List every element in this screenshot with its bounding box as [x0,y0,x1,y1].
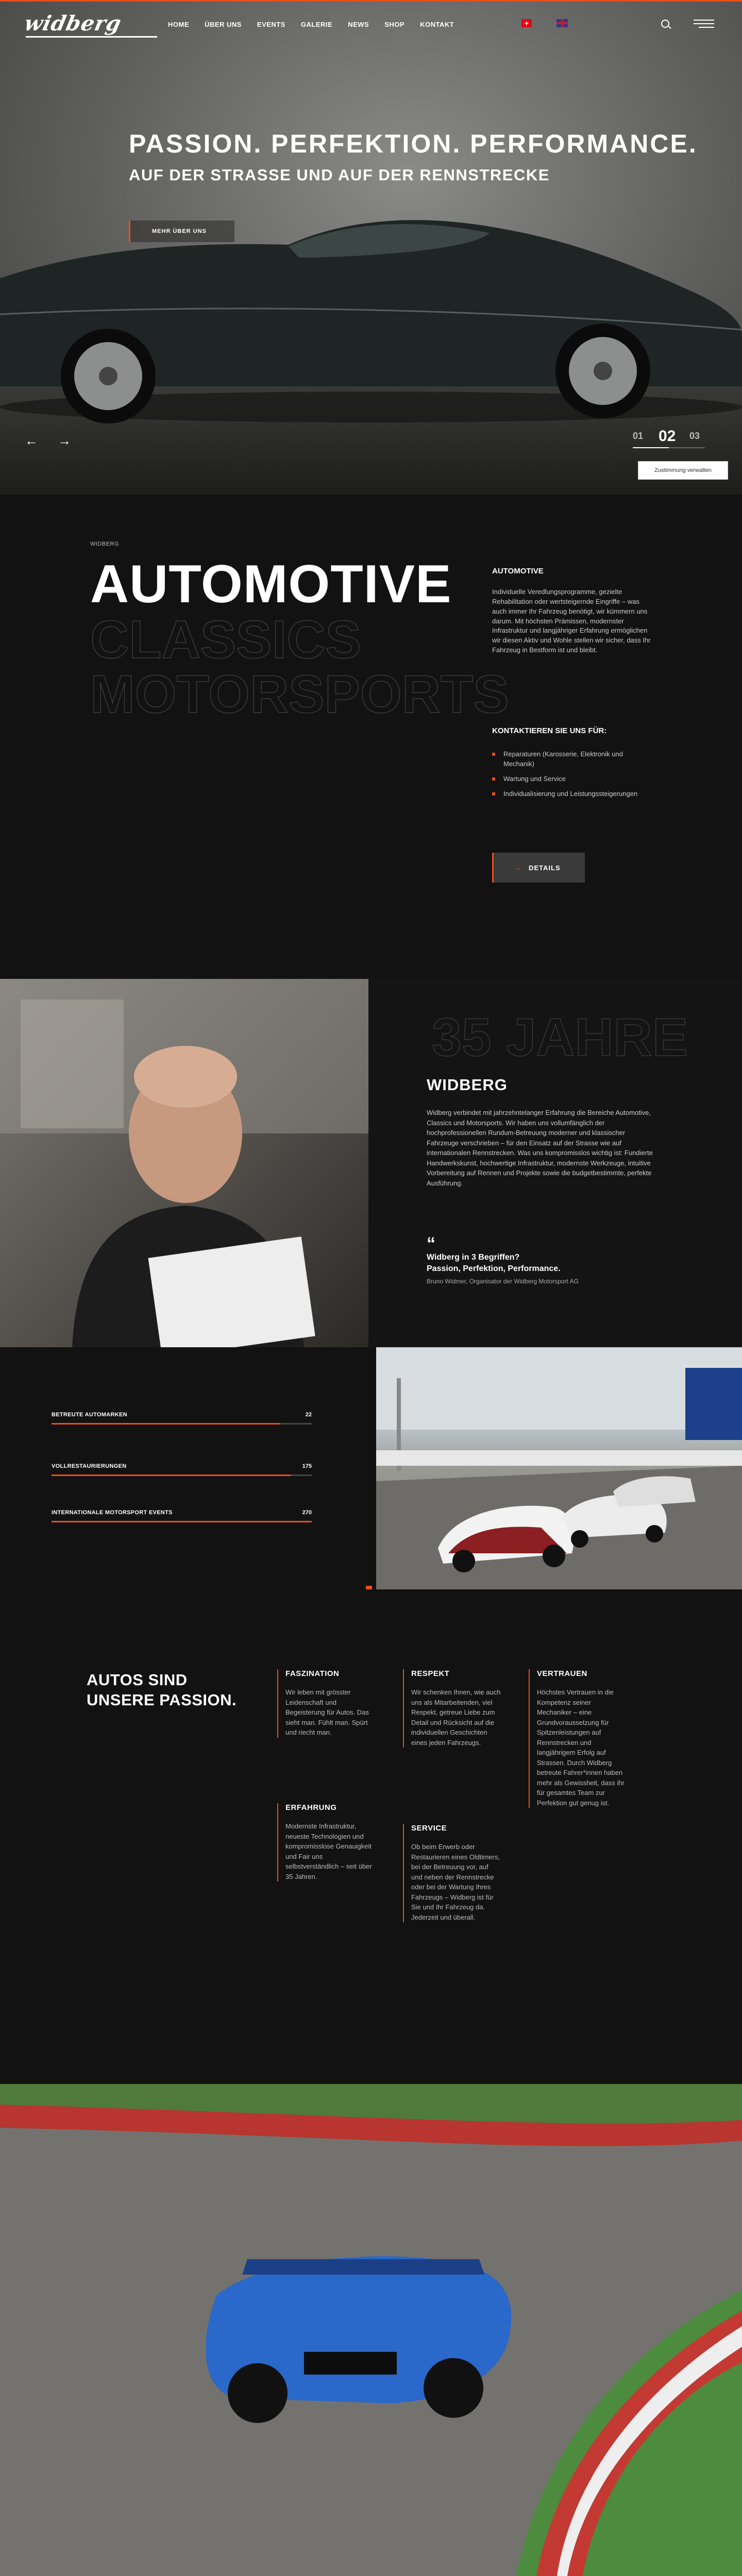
hero-subtitle: AUF DER STRASSE UND AUF DER RENNSTRECKE [129,166,550,184]
top-accent-line [0,0,742,2]
nav-news[interactable]: NEWS [348,21,369,28]
automotive-heading: AUTOMOTIVE [492,567,544,575]
years-outline-headline: 35 JAHRE [432,1008,688,1067]
details-label: DETAILS [529,863,561,872]
stat-fill [52,1423,280,1425]
nav-shop[interactable]: SHOP [384,21,405,28]
stat-row [52,1412,312,1432]
slide-number-prev[interactable]: 01 [633,431,644,441]
uk-flag-icon[interactable] [556,19,568,27]
stat-label: BETREUTE AUTOMARKEN [52,1412,127,1418]
value-text: Ob beim Erwerb oder Restaurieren eines Oldtimers, bei der Betreuung vor, auf und neben der Rennstrecke oder bei der Wartung Ihres Fahrzeugs – Widberg ist für Sie und Ihr Fahrzeug da. Jederzeit und überall. [411,1843,500,1921]
stat-row [52,1463,312,1484]
arrow-right-icon: → [141,228,147,234]
value-title: RESPEKT [411,1669,450,1678]
quote-icon: “ [427,1234,435,1253]
stat-track [52,1423,312,1425]
value-title: ERFAHRUNG [285,1803,337,1812]
automotive-eyebrow: WIDBERG [90,541,120,547]
value-column-service [403,1824,501,1922]
slider-next-arrow-icon[interactable]: → [58,433,71,448]
founder-portrait-image [0,979,368,1347]
list-item: Wartung und Service [492,774,652,784]
slide-progress-bar [633,447,705,448]
list-item: Reparaturen (Karosserie, Elektronik und Mechanik) [492,750,652,769]
value-text: Höchstes Vertrauen in die Kompetenz seiner Mechaniker – eine Grundvoraussetzung für Spitzenleistungen auf Rennstrecken und langjährigem Erfolg auf Strassen. Durch Widberg betreute Fahrer*innen haben mehr als Gewissheit, dass ihr für gesamtes Team zur Perfektion gut genug ist. [537,1688,625,1807]
value-column-respekt [403,1669,501,1748]
more-about-us-button[interactable] [129,221,234,242]
quote-text [427,1252,561,1275]
slide-progress-fill [633,447,669,448]
value-text: Wir leben mit grösster Leidenschaft und Begeisterung für Autos. Das sieht man. Fühlt man. Spürt und riecht man. [285,1688,369,1736]
motorsports-outline-headline: MOTORSPORTS [90,665,509,724]
value-column-vertrauen [529,1669,627,1808]
nav-galerie[interactable]: GALERIE [300,21,333,28]
stat-value: 22 [305,1412,312,1418]
menu-icon[interactable] [694,20,714,28]
about-heading: WIDBERG [427,1076,508,1094]
value-title: SERVICE [411,1824,447,1833]
classics-outline-headline: CLASSICS [90,610,361,670]
hero-car-image [0,201,742,428]
hero-section [0,0,742,495]
logo-underline [26,36,157,38]
main-nav [168,21,469,28]
stat-label: VOLLRESTAURIERUNGEN [52,1463,127,1469]
stat-fill [52,1475,291,1476]
search-icon[interactable] [661,20,669,28]
stat-track [52,1521,312,1522]
passion-heading-line-2: UNSERE PASSION. [87,1690,237,1709]
hero-title: PASSION. PERFEKTION. PERFORMANCE. [129,129,698,158]
slide-number-current: 02 [659,428,676,445]
quote-line-2: Passion, Perfektion, Performance. [427,1264,561,1274]
value-title: FASZINATION [285,1669,340,1678]
value-text: Wir schenken Ihnen, wie auch uns als Mitarbeitenden, viel Respekt, getreue Liebe zum Detail und Rücksicht auf die individuellen Geschichten eines jeden Fahrzeugs. [411,1688,501,1747]
about-text: Widberg verbindet mit jahrzehntelanger Erfahrung die Bereiche Automotive, Classics und Motorsports. Wir haben uns vollumfänglich der hochprofessionellen Rundum-Betreuung moderner und klassischer Fahrzeuge verschrieben – für den Einsatz auf der Strasse wie auf internationalen Rennstrecken. Was uns kompromisslos wichtig ist: Fundierte Handwerkskunst, hochwertige Infrastruktur, modernste Werkzeuge, intuitive Vorbereitung auf Rennen und Projekte sowie die budgetbestimmte, perfekte Ausführung. [427,1109,653,1187]
swiss-flag-icon[interactable]: + [521,19,532,27]
race-cars-image [376,1347,742,1589]
value-title: VERTRAUEN [537,1669,587,1678]
value-column-erfahrung [277,1803,375,1882]
details-button[interactable] [492,853,585,883]
nav-kontakt[interactable]: KONTAKT [420,21,454,28]
stat-value: 270 [302,1510,312,1516]
more-about-us-label: MEHR ÜBER UNS [152,228,207,234]
nav-events[interactable]: EVENTS [257,21,285,28]
stat-track [52,1475,312,1476]
value-column-faszination [277,1669,375,1738]
consent-button[interactable]: Zustimmung verwalten [638,461,728,480]
stat-row [52,1510,312,1530]
list-item: Individualisierung und Leistungssteigerungen [492,789,652,799]
contact-us-heading: KONTAKTIEREN SIE UNS FÜR: [492,726,607,735]
quote-author: Bruno Widmer, Organisator der Widberg Motorsport AG [427,1278,579,1285]
stat-fill [52,1521,312,1522]
quote-line-1: Widberg in 3 Begriffen? [427,1253,520,1262]
nav-ueber-uns[interactable]: ÜBER UNS [205,21,242,28]
automotive-headline: AUTOMOTIVE [90,554,452,614]
contact-reasons-list [492,750,652,804]
porsche-race-car-image [0,2084,742,2576]
stat-value: 175 [302,1463,312,1469]
site-logo[interactable]: widberg [22,11,124,36]
passion-heading [87,1670,237,1710]
slider-prev-arrow-icon[interactable]: ← [25,433,38,448]
nav-home[interactable]: HOME [168,21,189,28]
value-text: Modernste Infrastruktur, neueste Technologien und kompromisslose Genauigkeit und Fair uns selbstverständlich – seit über 35 Jahren. [285,1822,372,1880]
automotive-text: Individuelle Veredlungsprogramme, gezielte Rehabilitation oder wertsteigernde Eingriffe – was auch immer Ihr Fahrzeug benötigt, wir kümmern uns darum. Mit höchsten Prämissen, modernster Infrastruktur und langjähriger Erfahrung ermöglichen wir diesen Aktiv und Wohle stellen wir sicher, dass Ihr Fahrzeug in Bestform ist und bleibt. [492,588,651,654]
arrow-right-icon: → [514,863,521,872]
passion-heading-line-1: AUTOS SIND [87,1671,188,1689]
slide-number-next[interactable]: 03 [689,431,700,441]
stat-label: INTERNATIONALE MOTORSPORT EVENTS [52,1510,173,1516]
